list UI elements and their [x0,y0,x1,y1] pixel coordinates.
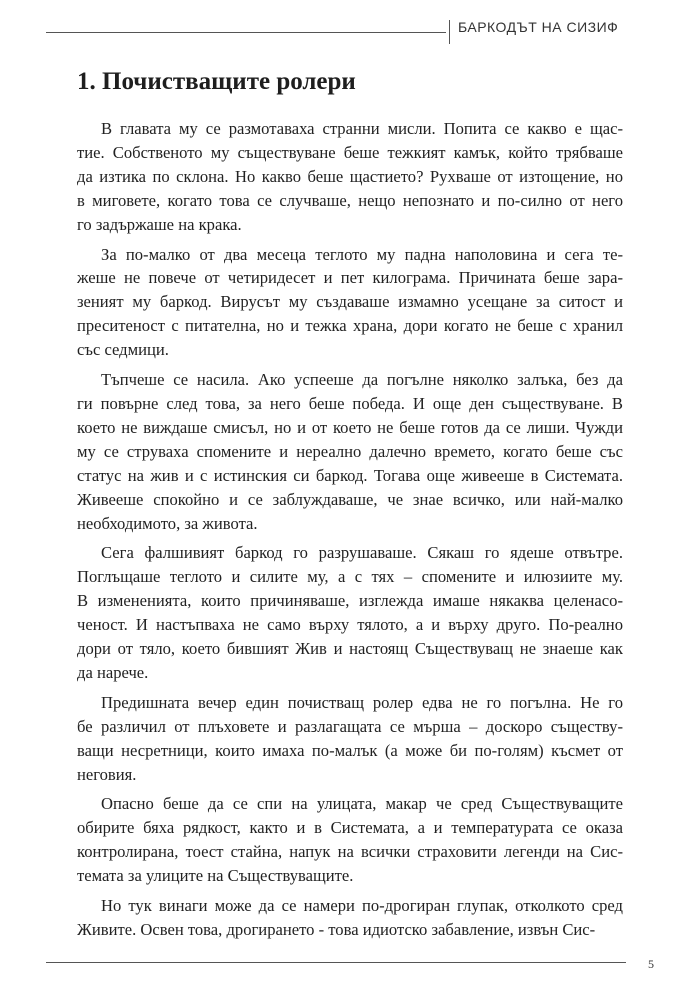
text-line: Сега фалшивият баркод го разрушаваше. Сякаш го ядеше отвътре. [101,543,623,563]
text-line: Живите. Освен това, дрогирането - това идиотско забавление, извън Сис- [77,920,596,939]
text-line: със седмици. [77,340,169,360]
page-footer [0,950,700,980]
text-line: Но тук винаги може да се намери по-дрогиран глупак, отколкото сред [101,896,623,916]
text-line: За по-малко от два месеца теглото му падна наполовина и сега те- [101,244,623,264]
text-line: да изтика по склона. Но какво беше щастието? Рухваше от изтощение, но [77,166,623,186]
text-line: В измененията, които причиняваше, изглежда имаше някаква целенасо- [77,591,623,611]
paragraph [77,792,623,888]
text-line: зеният му баркод. Вирусът му създаваше измамно усещане за ситост и [77,292,623,312]
paragraph [77,894,623,942]
text-line: обирите бяха рядкост, както и в Системата, а и температурата се оказа [77,818,623,838]
text-line: Тъпчеше се насила. Ако успееше да погълне няколко залъка, без да [101,370,623,390]
text-line: неговия. [77,764,137,784]
paragraph [77,368,623,535]
body-text [77,117,623,942]
text-line: бе различил от плъховете и разлагащата се мърша – доскоро съществу- [77,716,623,736]
header-divider [449,20,450,44]
text-line: Предишната вечер един почистващ ролер едва не го погълна. Не го [101,692,623,712]
text-line: в миговете, когато това се случваше, нещо непознато и по-силно от него [77,190,623,210]
text-line: Опасно беше да се спи на улицата, макар че сред Съществуващите [101,794,623,814]
text-line: му се струваха спомените и нереално далечно времето, когато беше със [77,441,623,461]
text-line: ченост. И настъпваха не само върху тялото, а и върху друго. По-реално [77,615,623,635]
paragraph [77,117,623,237]
text-line: статус на жив и с истинския си баркод. Тогава още живееше в Системата. [77,465,623,485]
paragraph [77,243,623,363]
chapter-title: 1. Почистващите ролери [77,68,356,95]
text-line: необходимото, за живота. [77,513,258,533]
running-head [0,14,700,44]
text-line: Поглъщаше теглото и силите му, а с тях – спомените и илюзиите му. [77,567,623,587]
paragraph [77,691,623,787]
text-line: тие. Собственото му съществуване беше тежкият камък, който трябваше [77,142,623,162]
text-line: го задържаше на крака. [77,214,242,234]
text-line: контролирана, тоест стайна, напук на всички страховити легенди на Сис- [77,842,623,862]
book-title: БАРКОДЪТ НА СИЗИФ [458,19,619,35]
paragraph [77,541,623,684]
text-line: дори от тяло, което бившият Жив и настоящ Съществуващ не знаеше как [77,639,623,659]
page-number: 5 [648,957,654,971]
footer-rule [46,962,626,963]
text-line: В главата му се размотаваха странни мисли. Попита се какво е щас- [101,119,623,138]
text-line: Живееше спокойно и се заблуждаваше, че знае всичко, или най-малко [77,489,623,509]
text-line: преситеност с питателна, но и тежка храна, дори когато не беше с хранил [77,316,623,336]
text-line: ващи несретници, които имаха по-малък (а може би по-голям) късмет от [77,740,623,760]
text-line: да нарече. [77,662,149,682]
text-line: темата за улиците на Съществуващите. [77,866,354,886]
text-line: жеше не повече от четиридесет и пет килограма. Причината беше зара- [77,268,623,288]
text-line: ги повърне след това, за него беше победа. И още ден съществуване. В [77,393,623,413]
text-line: което не виждаше смисъл, но и от което не беше готов да се лиши. Чужди [77,417,623,437]
header-rule [46,32,446,33]
